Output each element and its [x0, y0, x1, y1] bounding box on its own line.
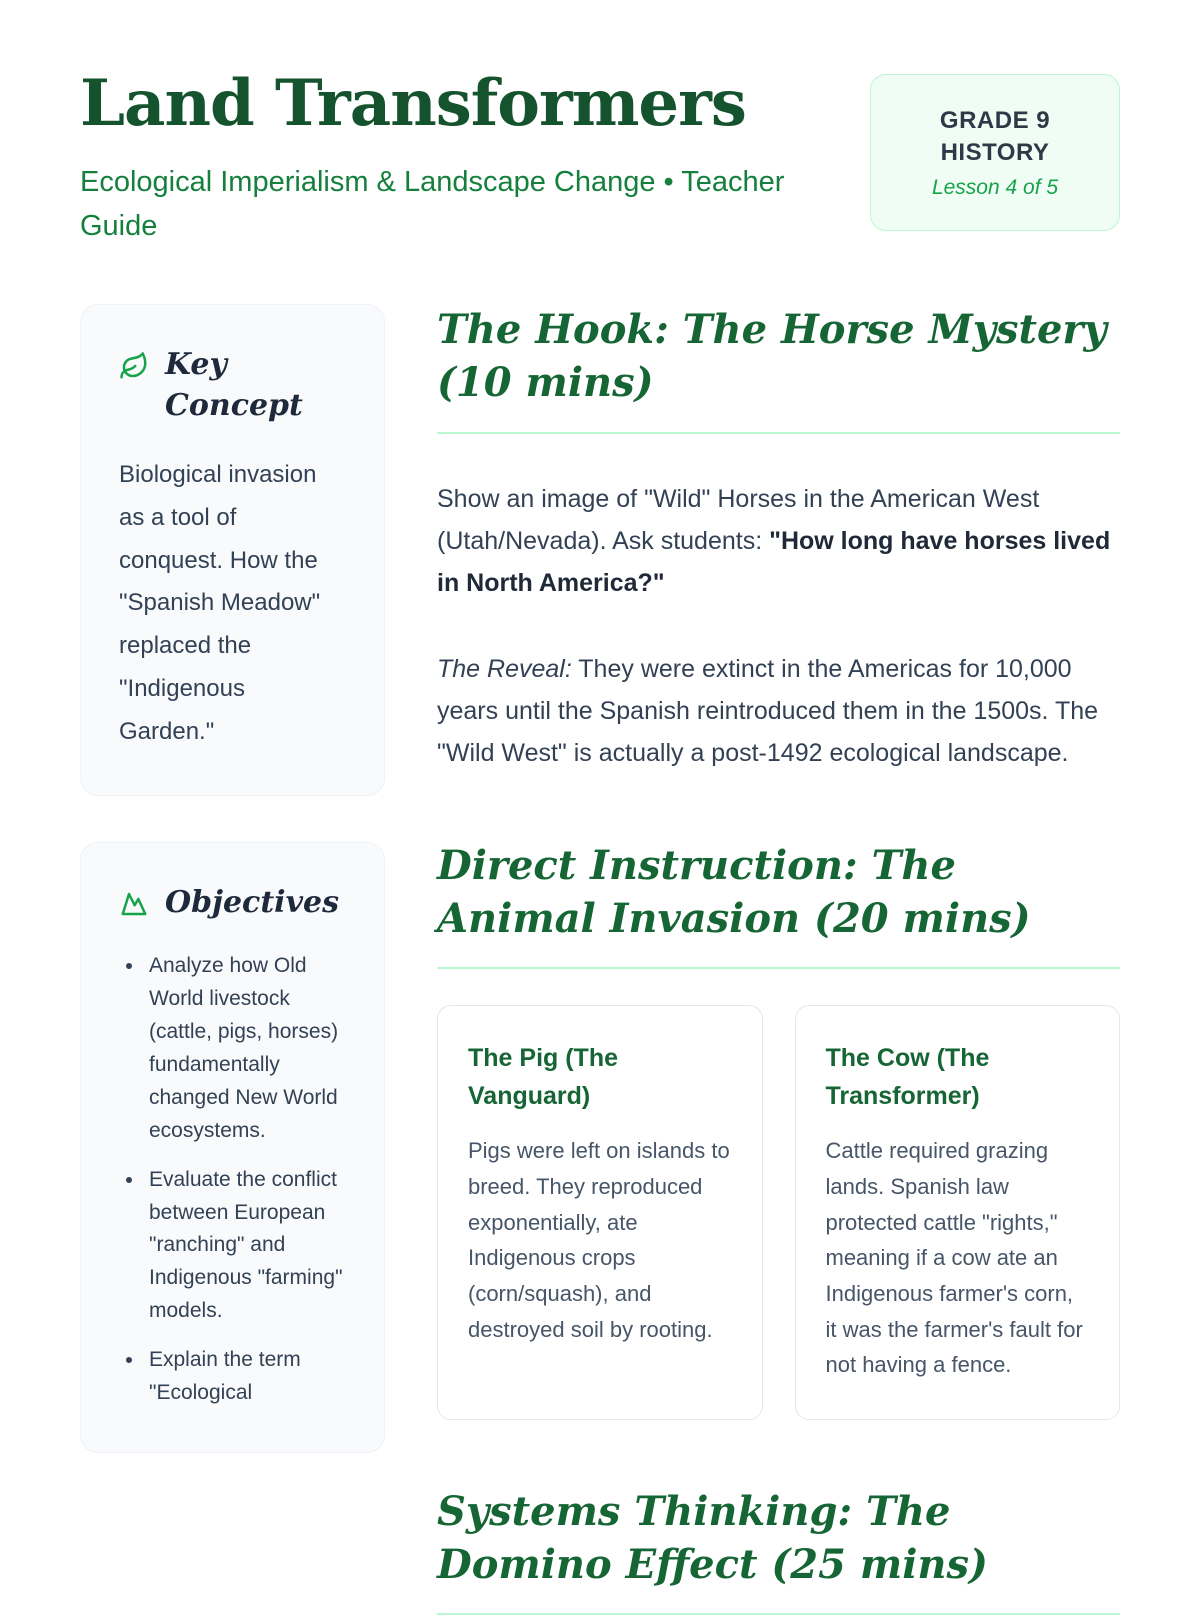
section-direct-instruction: [437, 840, 1120, 1420]
badge-grade-line2: HISTORY: [940, 139, 1050, 167]
objectives-title: Objectives: [165, 885, 339, 921]
badge-lesson-number: Lesson 4 of 5: [931, 175, 1059, 199]
animal-cards-row: [437, 1005, 1120, 1419]
sidebar: [80, 304, 385, 1453]
objective-item: • Explain the term "Ecological: [145, 1344, 346, 1410]
objective-item: • Analyze how Old World livestock (cattle, pigs, horses) fundamentally changed New World ecosystems.: [145, 950, 346, 1148]
objectives-card: [80, 842, 385, 1453]
section-hook-title: The Hook: The Horse Mystery (10 mins): [437, 306, 1107, 406]
section-instruction-title: Direct Instruction: The Animal Invasion (20 mins): [437, 841, 1031, 942]
objectives-header: [119, 883, 346, 924]
key-concept-title: Key Concept: [165, 347, 303, 423]
section-divider: [437, 967, 1120, 969]
leaf-icon: [119, 351, 149, 381]
key-concept-card: [80, 304, 385, 796]
key-concept-header: [119, 345, 346, 426]
section-systems-thinking: [437, 1486, 1120, 1615]
reveal-label: The Reveal:: [437, 654, 572, 683]
section-hook: [437, 304, 1120, 774]
hook-paragraph: [437, 478, 1120, 604]
header-title-block: [80, 66, 820, 248]
section-systems-title: Systems Thinking: The Domino Effect (25 mins): [437, 1487, 988, 1588]
page-subtitle: Ecological Imperialism & Landscape Change • Teacher Guide: [80, 166, 785, 242]
page-header: [80, 66, 1120, 248]
objectives-list: [119, 950, 346, 1411]
key-concept-body: Biological invasion as a tool of conquest. How the "Spanish Meadow" replaced the "Indigenous Garden.": [119, 461, 321, 745]
pig-card: [437, 1005, 763, 1419]
badge-grade-line1: GRADE 9: [939, 107, 1051, 134]
content-columns: [80, 304, 1120, 1615]
grade-badge: [870, 74, 1120, 231]
cow-card-title: The Cow (The Transformer): [825, 1044, 990, 1110]
cow-card: [795, 1005, 1121, 1419]
hook-paragraph-text: Show an image of "Wild" Horses in the American West (Utah/Nevada). Ask students:: [437, 484, 1040, 555]
main-content: [437, 304, 1120, 1615]
reveal-paragraph: [437, 648, 1120, 774]
pig-card-body: Pigs were left on islands to breed. They reproduced exponentially, ate Indigenous crops (corn/squash), and destroyed soil by rooting.: [468, 1138, 730, 1342]
objective-item: • Evaluate the conflict between European "ranching" and Indigenous "farming" models.: [145, 1164, 346, 1329]
cow-card-body: Cattle required grazing lands. Spanish law protected cattle "rights," meaning if a cow ate an Indigenous farmer's corn, it was the farmer's fault for not having a fence.: [825, 1138, 1083, 1378]
hook-paragraph-question: "How long have horses lived in North America?": [437, 526, 1111, 597]
reveal-text: They were extinct in the Americas for 10,000 years until the Spanish reintroduced them in the 1500s. The "Wild West" is actually a post-1492 ecological landscape.: [437, 654, 1099, 767]
mountain-icon: [119, 889, 149, 919]
page-title: Land Transformers: [80, 66, 746, 141]
section-divider: [437, 432, 1120, 434]
pig-card-title: The Pig (The Vanguard): [468, 1044, 618, 1110]
